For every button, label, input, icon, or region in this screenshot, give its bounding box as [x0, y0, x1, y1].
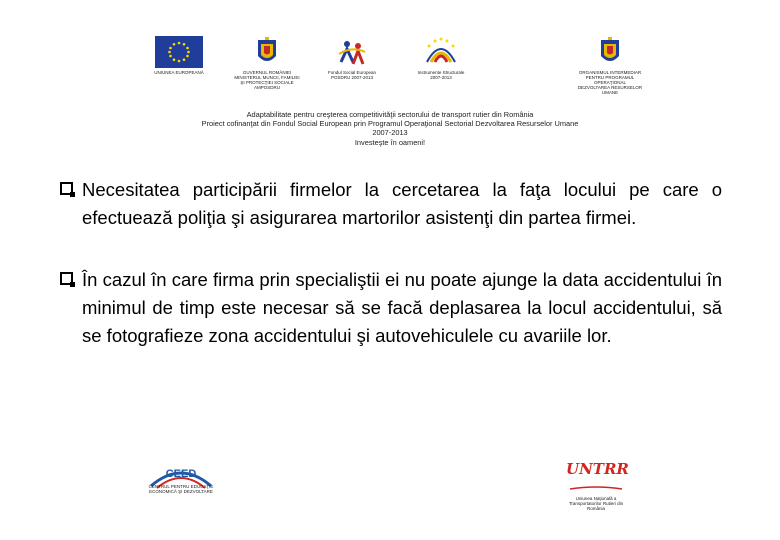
eu-flag-icon: [155, 36, 203, 68]
ceed-caption: CENTRUL PENTRU EDUCAŢIE ECONOMICĂ ŞI DEZVOLTARE: [148, 484, 214, 494]
oi-caption: ORGANISMUL INTERMEDIAR PENTRU PROGRAMUL OPERAŢIONAL DEZVOLTAREA RESURSELOR UMANE: [577, 70, 643, 95]
ceed-wordmark: CEED: [165, 468, 197, 480]
bullet-item: [60, 176, 722, 232]
untrr-wordmark: UNTRR: [566, 460, 629, 478]
instr-caption: Instrumente Structurale 2007-2013: [417, 70, 465, 80]
fse-people-icon: [337, 36, 367, 68]
instr-logo: [408, 36, 474, 80]
untrr-logo: [566, 460, 629, 511]
bullet-list: [60, 176, 722, 384]
fse-logo: [320, 36, 384, 80]
eu-caption: UNIUNEA EUROPEANĂ: [154, 70, 204, 75]
romania-crest-icon: [256, 36, 278, 68]
gov-caption: GUVERNUL ROMÂNIEI MINISTERUL MUNCII, FAMILIEI ŞI PROTECŢIEI SOCIALE AMPOSDRU: [234, 70, 300, 90]
fse-caption: Fondul Social European POSDRU 2007-2013: [327, 70, 377, 80]
untrr-caption: Uniunea Naţională a Transportatorilor Rutieri din România: [568, 496, 624, 511]
bullet-text: În cazul în care firma prin specialiştii ei nu poate ajunge la data accidentului în minimul de timp este necesar să se facă deplasarea la locul accidentului, să se fotografieze zona accidentului şi autovehiculele cu avariile lor.: [82, 269, 722, 346]
project-title: Adaptabilitate pentru creşterea competitivităţii sectorului de transport rutier din România: [246, 110, 534, 119]
instruments-stars-icon: [421, 36, 461, 68]
eu-logo: [150, 36, 208, 75]
untrr-swoosh-icon: [566, 478, 626, 496]
partner-logos: [150, 36, 650, 96]
oi-logo: [570, 36, 650, 95]
bullet-item: [60, 266, 722, 350]
ceed-logo: [148, 464, 214, 494]
project-slogan: Investeşte în oameni!: [354, 137, 426, 147]
square-bullet-icon: [60, 182, 73, 195]
romania-crest-icon: [599, 36, 621, 68]
project-info: [140, 110, 640, 147]
bullet-text: Necesitatea participării firmelor la cercetarea la faţa locului pe care o efectuează poliţia şi asigurarea martorilor asistenţi din partea firmei.: [82, 179, 722, 228]
square-bullet-icon: [60, 272, 73, 285]
project-period: 2007-2013: [372, 128, 408, 138]
gov-logo: [232, 36, 302, 90]
project-cofinance: Proiect cofinanţat din Fondul Social European prin Programul Operaţional Sectorial Dezvoltarea Resurselor Umane: [201, 119, 579, 129]
